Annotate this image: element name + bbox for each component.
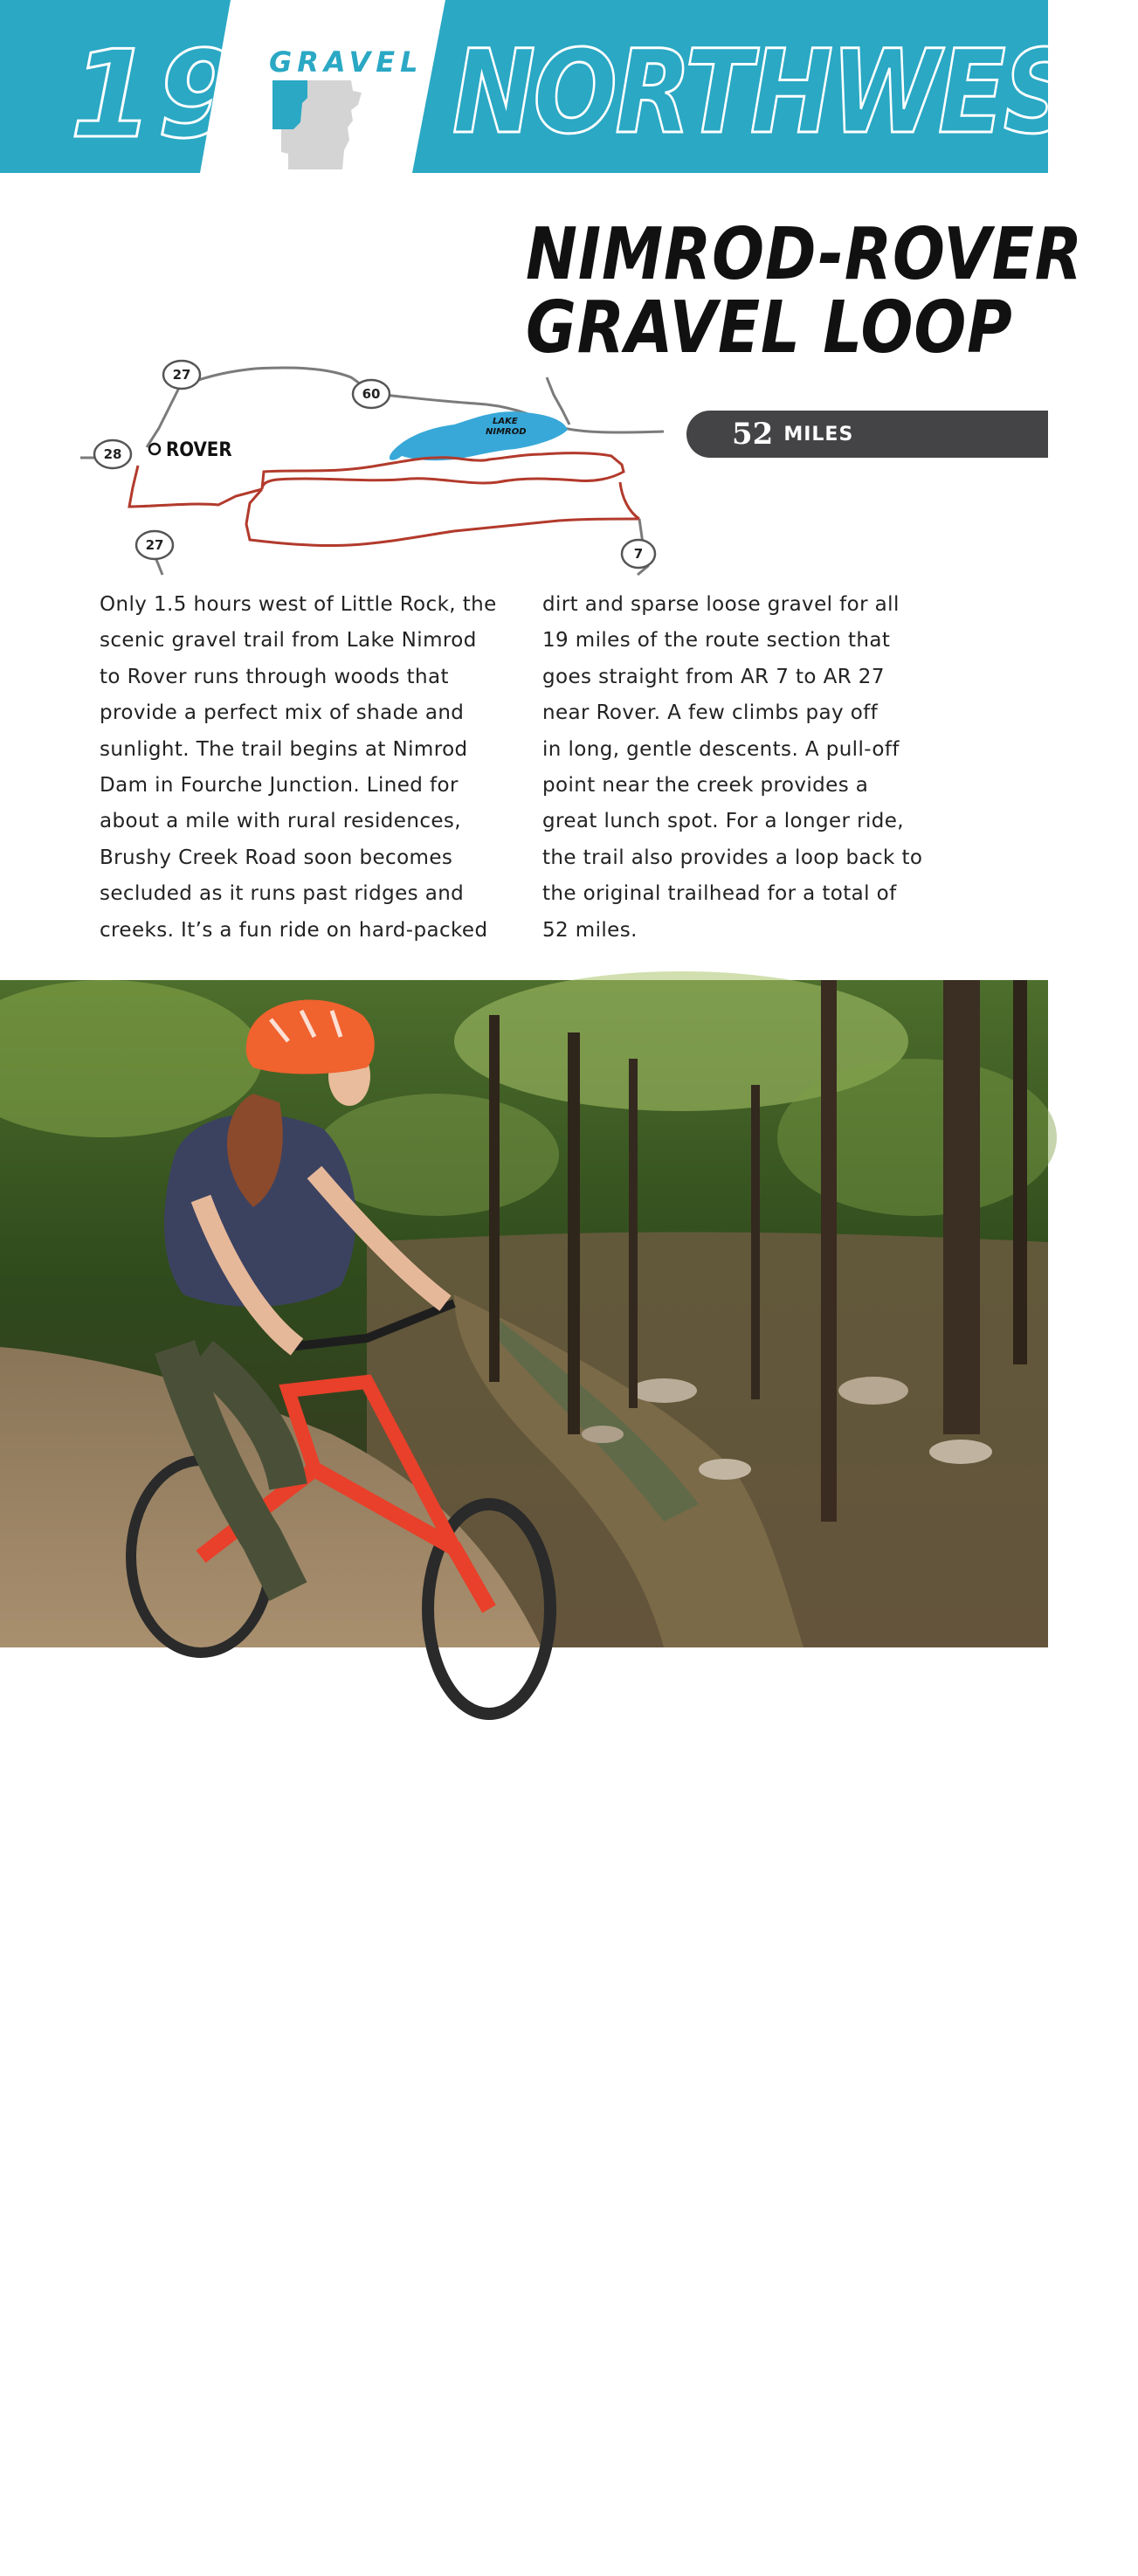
- route-map-drawing: [0, 349, 681, 585]
- body-line: 19 miles of the route section that: [542, 629, 891, 653]
- page-footer: [698, 2554, 997, 2576]
- arkansas-state-outline-icon: [272, 80, 362, 169]
- body-line: point near the creek provides a: [542, 774, 869, 798]
- lake-label-line-1: LAKE: [493, 417, 518, 426]
- gravel-route-line: [129, 453, 639, 546]
- body-line: about a mile with rural residences,: [100, 810, 462, 833]
- shield-28: [94, 440, 131, 468]
- lake-label-line-2: NIMROD: [486, 427, 527, 437]
- body-line: great lunch spot. For a longer ride,: [542, 810, 905, 833]
- body-line: Brushy Creek Road soon becomes: [100, 846, 453, 869]
- body-line: near Rover. A few climbs pay off: [542, 701, 879, 725]
- svg-text:28: 28: [103, 446, 122, 462]
- body-column-left: [100, 587, 528, 949]
- title-line-2: GRAVEL LOOP: [526, 287, 1013, 369]
- body-line: creeks. It’s a fun ride on hard-packed: [100, 918, 488, 942]
- body-line: goes straight from AR 7 to AR 27: [542, 665, 885, 688]
- route-map: [0, 349, 681, 585]
- distance-badge: [686, 411, 1048, 458]
- body-line: 52 miles.: [542, 918, 638, 942]
- body-line: Dam in Fourche Junction. Lined for: [100, 774, 459, 798]
- distance-value: 52: [732, 417, 774, 452]
- shield-60: [353, 380, 390, 408]
- body-line: to Rover runs through woods that: [100, 665, 449, 688]
- body-line: provide a perfect mix of shade and: [100, 701, 465, 725]
- body-line: the trail also provides a loop back to: [542, 846, 923, 869]
- svg-text:27: 27: [172, 367, 191, 383]
- region-name: NORTHWEST: [452, 25, 1138, 160]
- circle-marker-icon: [149, 444, 160, 454]
- svg-text:60: 60: [362, 386, 381, 402]
- body-line: in long, gentle descents. A pull-off: [542, 737, 900, 761]
- cyclist-on-forest-trail-photo: [0, 980, 1048, 2576]
- svg-text:27: 27: [145, 537, 164, 553]
- body-line: sunlight. The trail begins at Nimrod: [100, 737, 468, 761]
- body-line: Only 1.5 hours west of Little Rock, the: [100, 593, 497, 616]
- rover-label: ROVER: [166, 439, 232, 461]
- header-banner: [0, 0, 1138, 173]
- shield-27-north: [163, 361, 200, 389]
- body-line: dirt and sparse loose gravel for all: [542, 593, 900, 616]
- footer-url: ARKANSAS.COM/CYCLING: [698, 2554, 961, 2576]
- body-column-right: [542, 587, 970, 949]
- svg-text:7: 7: [633, 546, 644, 562]
- body-line: the original trailhead for a total of: [542, 882, 897, 906]
- shield-27-south: [136, 531, 173, 559]
- page-title: [526, 213, 1083, 369]
- body-line: scenic gravel trail from Lake Nimrod: [100, 629, 477, 653]
- shield-7: [622, 540, 655, 568]
- route-number: 19: [70, 24, 245, 165]
- distance-unit: MILES: [783, 423, 854, 445]
- body-line: secluded as it runs past ridges and: [100, 882, 465, 906]
- title-line-1: NIMROD-ROVER: [526, 213, 1083, 296]
- photo-illustration: [0, 980, 1048, 1647]
- category-label: GRAVEL: [269, 45, 424, 79]
- page-number: 67: [969, 2554, 997, 2576]
